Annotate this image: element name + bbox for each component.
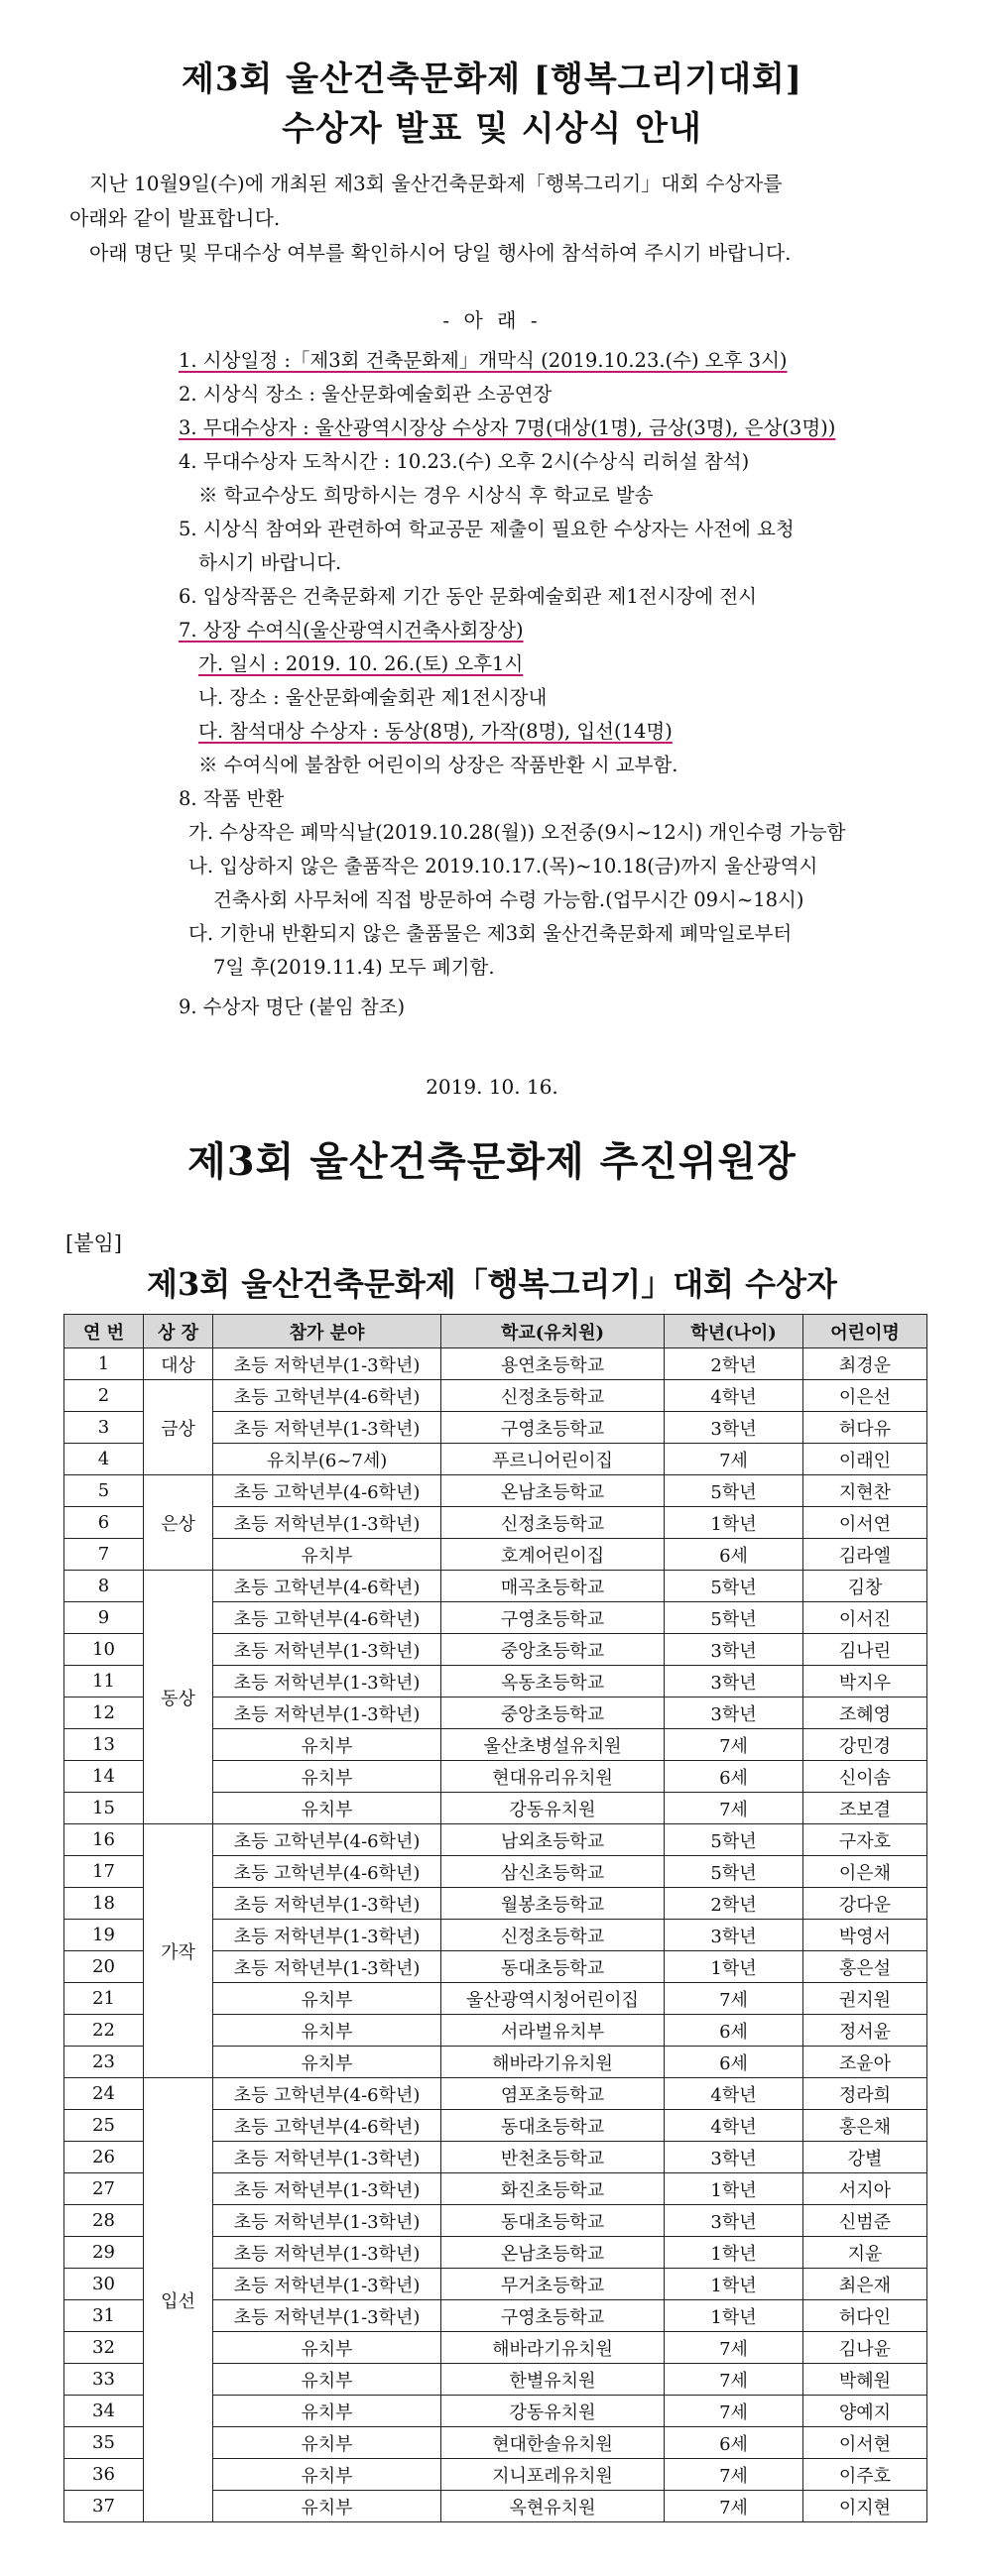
cell-division: 초등 저학년부(1-3학년): [213, 1698, 441, 1729]
cell-name: 최은재: [803, 2269, 927, 2300]
item-5-line-1: 5. 시상식 참여와 관련하여 학교공문 제출이 필요한 수상자는 사전에 요청: [179, 518, 795, 540]
cell-name: 김나린: [803, 1634, 927, 1666]
cell-grade: 1학년: [665, 2269, 803, 2300]
cell-division: 초등 저학년부(1-3학년): [213, 1888, 441, 1920]
cell-division: 초등 저학년부(1-3학년): [213, 2269, 441, 2300]
cell-grade: 7세: [665, 2491, 803, 2522]
cell-school: 울산광역시청어린이집: [441, 1983, 665, 2015]
cell-division: 유치부: [213, 2491, 441, 2522]
cell-division: 유치부: [213, 1539, 441, 1571]
cell-name: 지현찬: [803, 1475, 927, 1507]
header-no: 연 번: [64, 1315, 144, 1348]
cell-grade: 7세: [665, 1793, 803, 1824]
cell-grade: 3학년: [665, 1412, 803, 1444]
cell-school: 강동유치원: [441, 1793, 665, 1824]
cell-no: 31: [64, 2300, 144, 2332]
item-4-note: ※ 학교수상도 희망하시는 경우 시상식 후 학교로 발송: [198, 484, 654, 507]
cell-no: 9: [64, 1602, 144, 1634]
cell-school: 한별유치원: [441, 2364, 665, 2396]
attachment-label: [붙임]: [65, 1231, 122, 1255]
cell-no: 2: [64, 1380, 144, 1412]
header-division: 참가 분야: [213, 1315, 441, 1348]
cell-name: 조보결: [803, 1793, 927, 1824]
cell-division: 초등 저학년부(1-3학년): [213, 1507, 441, 1539]
cell-no: 14: [64, 1761, 144, 1793]
cell-grade: 5학년: [665, 1475, 803, 1507]
item-8b-line-2: 건축사회 사무처에 직접 방문하여 수령 가능함.(업무시간 09시~18시): [213, 888, 804, 911]
cell-grade: 5학년: [665, 1856, 803, 1888]
cell-name: 신범준: [803, 2205, 927, 2237]
winners-table-title: 제3회 울산건축문화제「행복그리기」대회 수상자: [147, 1265, 837, 1303]
cell-grade: 1학년: [665, 1951, 803, 1983]
cell-no: 24: [64, 2078, 144, 2110]
cell-grade: 7세: [665, 2459, 803, 2491]
item-8b-line-1: 나. 입상하지 않은 출품작은 2019.10.17.(목)~10.18(금)까지 울산광역시: [188, 855, 818, 878]
cell-grade: 3학년: [665, 1634, 803, 1666]
intro-line-3: 아래 명단 및 무대수상 여부를 확인하시어 당일 행사에 참석하여 주시기 바랍니다.: [89, 241, 792, 265]
cell-school: 염포초등학교: [441, 2078, 665, 2110]
cell-name: 이래인: [803, 1444, 927, 1475]
table-row: [64, 1348, 927, 1380]
cell-division: 초등 저학년부(1-3학년): [213, 2205, 441, 2237]
cell-school: 반천초등학교: [441, 2142, 665, 2173]
cell-school: 울산초병설유치원: [441, 1729, 665, 1761]
cell-grade: 1학년: [665, 2300, 803, 2332]
header-grade: 학년(나이): [665, 1315, 803, 1348]
cell-name: 서지아: [803, 2173, 927, 2205]
cell-school: 동대초등학교: [441, 2110, 665, 2142]
item-8c-line-2: 7일 후(2019.11.4) 모두 폐기함.: [213, 956, 495, 979]
cell-grade: 3학년: [665, 2205, 803, 2237]
cell-division: 초등 저학년부(1-3학년): [213, 2142, 441, 2173]
cell-school: 신정초등학교: [441, 1380, 665, 1412]
title-line-2: 수상자 발표 및 시상식 안내: [282, 109, 702, 149]
cell-grade: 2학년: [665, 1888, 803, 1920]
cell-division: 유치부: [213, 2047, 441, 2078]
cell-division: 초등 고학년부(4-6학년): [213, 1824, 441, 1856]
cell-division: 유치부: [213, 2364, 441, 2396]
cell-school: 신정초등학교: [441, 1920, 665, 1951]
cell-grade: 7세: [665, 1444, 803, 1475]
cell-name: 김나윤: [803, 2332, 927, 2364]
winners-table: [63, 1314, 927, 2522]
cell-grade: 7세: [665, 2332, 803, 2364]
item-7c-attendees: 다. 참석대상 수상자 : 동상(8명), 가작(8명), 입선(14명): [198, 720, 673, 743]
cell-school: 구영초등학교: [441, 1412, 665, 1444]
cell-name: 구자호: [803, 1824, 927, 1856]
cell-name: 이은채: [803, 1856, 927, 1888]
item-8a: 가. 수상작은 폐막식날(2019.10.28(월)) 오전중(9시~12시) 개인수령 가능함: [188, 821, 846, 844]
cell-name: 박혜원: [803, 2364, 927, 2396]
cell-no: 11: [64, 1666, 144, 1698]
cell-no: 1: [64, 1348, 144, 1380]
cell-no: 26: [64, 2142, 144, 2173]
cell-school: 호계어린이집: [441, 1539, 665, 1571]
cell-division: 초등 고학년부(4-6학년): [213, 2110, 441, 2142]
cell-name: 정서윤: [803, 2015, 927, 2047]
cell-grade: 6세: [665, 2015, 803, 2047]
cell-school: 구영초등학교: [441, 2300, 665, 2332]
cell-name: 허다유: [803, 1412, 927, 1444]
cell-no: 8: [64, 1571, 144, 1602]
table-row: [64, 1475, 927, 1507]
table-row: [64, 1380, 927, 1412]
cell-grade: 2학년: [665, 1348, 803, 1380]
document-date: 2019. 10. 16.: [426, 1075, 558, 1099]
cell-name: 김창: [803, 1571, 927, 1602]
cell-name: 최경운: [803, 1348, 927, 1380]
cell-no: 33: [64, 2364, 144, 2396]
cell-school: 옥동초등학교: [441, 1666, 665, 1698]
cell-school: 중앙초등학교: [441, 1634, 665, 1666]
cell-no: 23: [64, 2047, 144, 2078]
cell-name: 홍은설: [803, 1951, 927, 1983]
cell-name: 강다운: [803, 1888, 927, 1920]
cell-grade: 6세: [665, 1761, 803, 1793]
cell-grade: 3학년: [665, 1920, 803, 1951]
item-4-arrival-time: 4. 무대수상자 도착시간 : 10.23.(수) 오후 2시(수상식 리허설 참석): [179, 450, 750, 473]
cell-school: 화진초등학교: [441, 2173, 665, 2205]
cell-division: 유치부: [213, 2396, 441, 2427]
header-award: 상 장: [144, 1315, 213, 1348]
cell-division: 유치부: [213, 1983, 441, 2015]
cell-name: 신이솜: [803, 1761, 927, 1793]
cell-no: 22: [64, 2015, 144, 2047]
cell-grade: 7세: [665, 2396, 803, 2427]
cell-school: 동대초등학교: [441, 1951, 665, 1983]
cell-no: 28: [64, 2205, 144, 2237]
cell-name: 조혜영: [803, 1698, 927, 1729]
below-heading: - 아 래 -: [442, 308, 542, 332]
cell-school: 해바라기유치원: [441, 2047, 665, 2078]
cell-division: 유치부(6~7세): [213, 1444, 441, 1475]
item-9-winner-list: 9. 수상자 명단 (붙임 참조): [179, 995, 406, 1018]
cell-grade: 4학년: [665, 2078, 803, 2110]
cell-no: 13: [64, 1729, 144, 1761]
cell-no: 5: [64, 1475, 144, 1507]
cell-name: 이서연: [803, 1507, 927, 1539]
cell-school: 매곡초등학교: [441, 1571, 665, 1602]
cell-name: 이은선: [803, 1380, 927, 1412]
cell-school: 중앙초등학교: [441, 1698, 665, 1729]
cell-name: 강민경: [803, 1729, 927, 1761]
cell-no: 15: [64, 1793, 144, 1824]
cell-grade: 5학년: [665, 1571, 803, 1602]
cell-no: 16: [64, 1824, 144, 1856]
cell-division: 초등 고학년부(4-6학년): [213, 1856, 441, 1888]
cell-no: 36: [64, 2459, 144, 2491]
cell-division: 유치부: [213, 2427, 441, 2459]
cell-no: 35: [64, 2427, 144, 2459]
cell-no: 32: [64, 2332, 144, 2364]
cell-grade: 6세: [665, 2427, 803, 2459]
cell-name: 이서진: [803, 1602, 927, 1634]
organizer-signature: 제3회 울산건축문화제 추진위원장: [187, 1138, 797, 1185]
cell-no: 7: [64, 1539, 144, 1571]
cell-grade: 1학년: [665, 2173, 803, 2205]
cell-name: 이주호: [803, 2459, 927, 2491]
cell-award: 은상: [144, 1475, 213, 1571]
item-2-venue: 2. 시상식 장소 : 울산문화예술회관 소공연장: [179, 383, 553, 406]
item-6-exhibit: 6. 입상작품은 건축문화제 기간 동안 문화예술회관 제1전시장에 전시: [179, 585, 758, 608]
cell-grade: 7세: [665, 1729, 803, 1761]
cell-no: 25: [64, 2110, 144, 2142]
cell-grade: 4학년: [665, 1380, 803, 1412]
item-8-return: 8. 작품 반환: [179, 787, 285, 810]
cell-grade: 6세: [665, 2047, 803, 2078]
cell-no: 4: [64, 1444, 144, 1475]
table-body: [64, 1348, 927, 2522]
table-row: [64, 1571, 927, 1602]
cell-grade: 1학년: [665, 2237, 803, 2269]
cell-award: 동상: [144, 1571, 213, 1824]
cell-division: 초등 저학년부(1-3학년): [213, 1412, 441, 1444]
intro-line-1: 지난 10월9일(수)에 개최된 제3회 울산건축문화제「행복그리기」대회 수상자를: [89, 172, 783, 195]
header-school: 학교(유치원): [441, 1315, 665, 1348]
cell-division: 초등 고학년부(4-6학년): [213, 1475, 441, 1507]
cell-award: 가작: [144, 1824, 213, 2078]
cell-division: 유치부: [213, 1761, 441, 1793]
table-row: [64, 1824, 927, 1856]
cell-no: 30: [64, 2269, 144, 2300]
cell-grade: 4학년: [665, 2110, 803, 2142]
cell-division: 유치부: [213, 1793, 441, 1824]
cell-division: 초등 저학년부(1-3학년): [213, 2237, 441, 2269]
cell-school: 강동유치원: [441, 2396, 665, 2427]
title-line-1: 제3회 울산건축문화제 [행복그리기대회]: [181, 59, 802, 99]
cell-name: 김라엘: [803, 1539, 927, 1571]
cell-division: 초등 저학년부(1-3학년): [213, 1920, 441, 1951]
cell-school: 온남초등학교: [441, 1475, 665, 1507]
cell-no: 34: [64, 2396, 144, 2427]
intro-line-2: 아래와 같이 발표합니다.: [69, 206, 281, 230]
cell-school: 구영초등학교: [441, 1602, 665, 1634]
cell-division: 초등 저학년부(1-3학년): [213, 1951, 441, 1983]
cell-name: 홍은채: [803, 2110, 927, 2142]
cell-grade: 5학년: [665, 1602, 803, 1634]
cell-division: 유치부: [213, 2015, 441, 2047]
cell-grade: 3학년: [665, 1666, 803, 1698]
item-1-schedule: 1. 시상일정 :「제3회 건축문화제」개막식 (2019.10.23.(수) 오후 3시): [179, 349, 788, 372]
cell-school: 온남초등학교: [441, 2237, 665, 2269]
item-7-ceremony: 7. 상장 수여식(울산광역시건축사회장상): [179, 619, 524, 642]
intro-paragraph: [69, 167, 942, 271]
cell-division: 초등 저학년부(1-3학년): [213, 1634, 441, 1666]
cell-no: 6: [64, 1507, 144, 1539]
cell-division: 초등 저학년부(1-3학년): [213, 2173, 441, 2205]
cell-grade: 3학년: [665, 2142, 803, 2173]
cell-division: 유치부: [213, 1729, 441, 1761]
cell-school: 옥현유치원: [441, 2491, 665, 2522]
cell-award: 대상: [144, 1348, 213, 1380]
item-7-note: ※ 수여식에 불참한 어린이의 상장은 작품반환 시 교부함.: [198, 754, 678, 776]
cell-no: 3: [64, 1412, 144, 1444]
cell-name: 양예지: [803, 2396, 927, 2427]
cell-school: 월봉초등학교: [441, 1888, 665, 1920]
cell-division: 유치부: [213, 2332, 441, 2364]
cell-no: 20: [64, 1951, 144, 1983]
cell-no: 21: [64, 1983, 144, 2015]
cell-division: 초등 저학년부(1-3학년): [213, 1666, 441, 1698]
cell-name: 지윤: [803, 2237, 927, 2269]
table-header-row: [64, 1315, 927, 1348]
cell-no: 18: [64, 1888, 144, 1920]
cell-name: 정라희: [803, 2078, 927, 2110]
cell-award: 금상: [144, 1380, 213, 1475]
cell-no: 10: [64, 1634, 144, 1666]
item-7b-place: 나. 장소 : 울산문화예술회관 제1전시장내: [198, 686, 548, 709]
cell-school: 무거초등학교: [441, 2269, 665, 2300]
cell-no: 27: [64, 2173, 144, 2205]
cell-name: 조윤아: [803, 2047, 927, 2078]
cell-division: 초등 저학년부(1-3학년): [213, 1348, 441, 1380]
item-3-stage-winners: 3. 무대수상자 : 울산광역시장상 수상자 7명(대상(1명), 금상(3명), 은상(3명)): [179, 416, 836, 439]
cell-no: 17: [64, 1856, 144, 1888]
cell-grade: 7세: [665, 2364, 803, 2396]
item-5-line-2: 하시기 바랍니다.: [198, 551, 342, 574]
cell-name: 허다인: [803, 2300, 927, 2332]
cell-grade: 7세: [665, 1983, 803, 2015]
item-8c-line-1: 다. 기한내 반환되지 않은 출품물은 제3회 울산건축문화제 폐막일로부터: [188, 922, 793, 945]
cell-division: 초등 고학년부(4-6학년): [213, 1571, 441, 1602]
cell-name: 박지우: [803, 1666, 927, 1698]
cell-school: 현대유리유치원: [441, 1761, 665, 1793]
cell-school: 푸르니어린이집: [441, 1444, 665, 1475]
cell-school: 지니포레유치원: [441, 2459, 665, 2491]
cell-grade: 5학년: [665, 1824, 803, 1856]
cell-award: 입선: [144, 2078, 213, 2522]
cell-school: 신정초등학교: [441, 1507, 665, 1539]
cell-no: 37: [64, 2491, 144, 2522]
cell-school: 용연초등학교: [441, 1348, 665, 1380]
cell-school: 현대한솔유치원: [441, 2427, 665, 2459]
cell-division: 초등 저학년부(1-3학년): [213, 2300, 441, 2332]
cell-school: 서라벌유치부: [441, 2015, 665, 2047]
cell-grade: 6세: [665, 1539, 803, 1571]
cell-grade: 3학년: [665, 1698, 803, 1729]
cell-no: 19: [64, 1920, 144, 1951]
cell-name: 이지현: [803, 2491, 927, 2522]
cell-name: 권지원: [803, 1983, 927, 2015]
cell-name: 이서현: [803, 2427, 927, 2459]
item-7a-time: 가. 일시 : 2019. 10. 26.(토) 오후1시: [198, 652, 524, 675]
cell-school: 동대초등학교: [441, 2205, 665, 2237]
cell-school: 삼신초등학교: [441, 1856, 665, 1888]
cell-name: 강별: [803, 2142, 927, 2173]
cell-school: 남외초등학교: [441, 1824, 665, 1856]
cell-name: 박영서: [803, 1920, 927, 1951]
cell-division: 초등 고학년부(4-6학년): [213, 2078, 441, 2110]
cell-division: 초등 고학년부(4-6학년): [213, 1602, 441, 1634]
header-name: 어린이명: [803, 1315, 927, 1348]
cell-grade: 1학년: [665, 1507, 803, 1539]
cell-no: 12: [64, 1698, 144, 1729]
cell-school: 해바라기유치원: [441, 2332, 665, 2364]
cell-division: 초등 고학년부(4-6학년): [213, 1380, 441, 1412]
table-row: [64, 2078, 927, 2110]
cell-no: 29: [64, 2237, 144, 2269]
cell-division: 유치부: [213, 2459, 441, 2491]
